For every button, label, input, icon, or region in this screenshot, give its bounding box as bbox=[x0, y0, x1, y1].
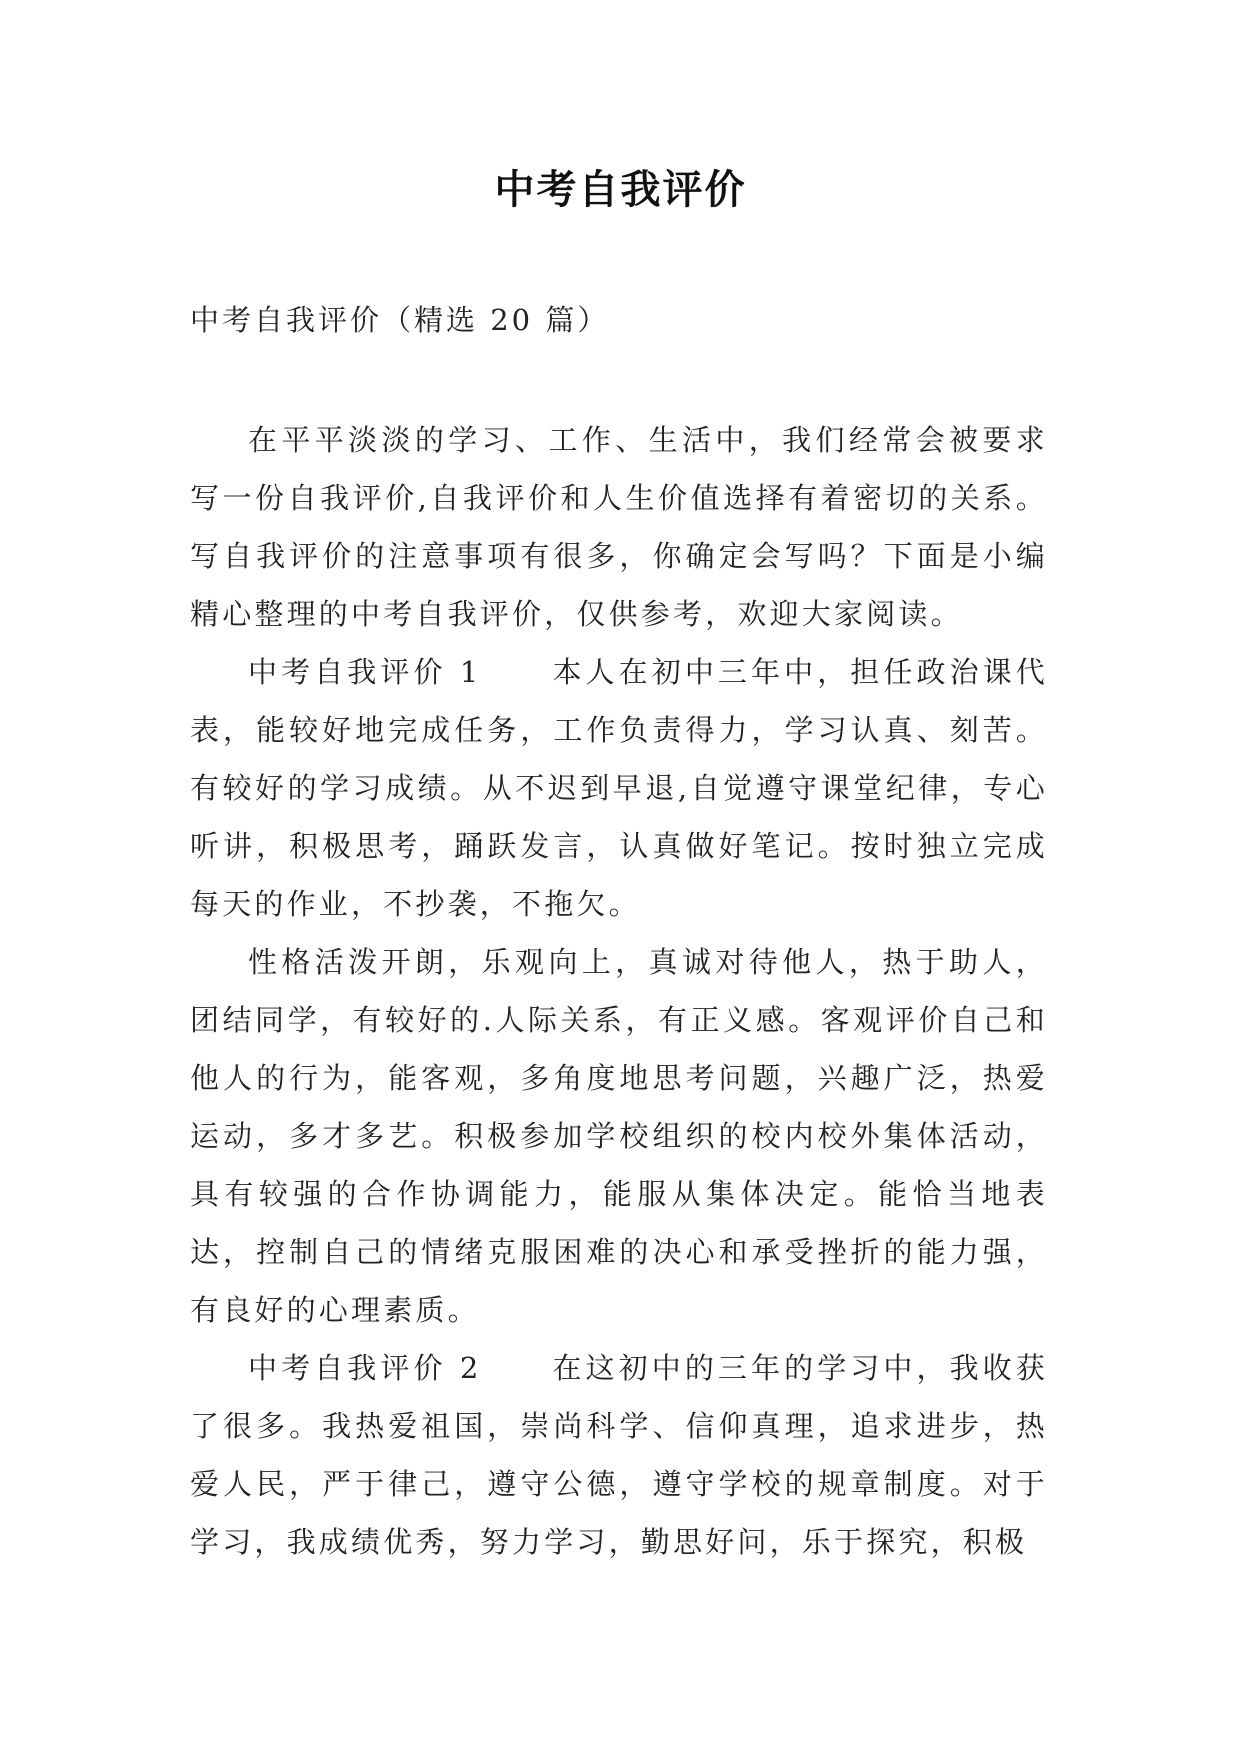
document-title: 中考自我评价 bbox=[494, 167, 747, 213]
document-body bbox=[190, 411, 1048, 1571]
section-label: 中考自我评价 1 bbox=[248, 655, 482, 689]
document-subtitle: 中考自我评价（精选 20 篇） bbox=[190, 303, 610, 337]
section-1-continued-paragraph bbox=[190, 933, 1048, 1339]
section-1-paragraph bbox=[190, 643, 1048, 933]
paragraph-text: 本人在初中三年中，担任政治课代表，能较好地完成任务，工作负责得力，学习认真、刻苦。有较好的学习成绩。从不迟到早退,自觉遵守课堂纪律，专心听讲，积极思考，踊跃发言，认真做好笔记。按时独立完成每天的作业，不抄袭，不拖欠。 bbox=[190, 655, 1048, 921]
section-2-paragraph bbox=[190, 1339, 1048, 1571]
section-label: 中考自我评价 2 bbox=[248, 1351, 482, 1385]
intro-paragraph bbox=[190, 411, 1048, 643]
paragraph-text: 性格活泼开朗，乐观向上，真诚对待他人，热于助人，团结同学，有较好的.人际关系，有正义感。客观评价自己和他人的行为，能客观，多角度地思考问题，兴趣广泛，热爱运动，多才多艺。积极参加学校组织的校内校外集体活动，具有较强的合作协调能力，能服从集体决定。能恰当地表达，控制自己的情绪克服困难的决心和承受挫折的能力强，有良好的心理素质。 bbox=[190, 945, 1048, 1327]
paragraph-text: 在平平淡淡的学习、工作、生活中，我们经常会被要求写一份自我评价,自我评价和人生价值选择有着密切的关系。写自我评价的注意事项有很多，你确定会写吗？下面是小编精心整理的中考自我评价，仅供参考，欢迎大家阅读。 bbox=[190, 423, 1048, 631]
paragraph-text: 在这初中的三年的学习中，我收获了很多。我热爱祖国，崇尚科学、信仰真理，追求进步，热爱人民，严于律己，遵守公德，遵守学校的规章制度。对于学习，我成绩优秀，努力学习，勤思好问，乐于探究，积极 bbox=[190, 1351, 1048, 1559]
